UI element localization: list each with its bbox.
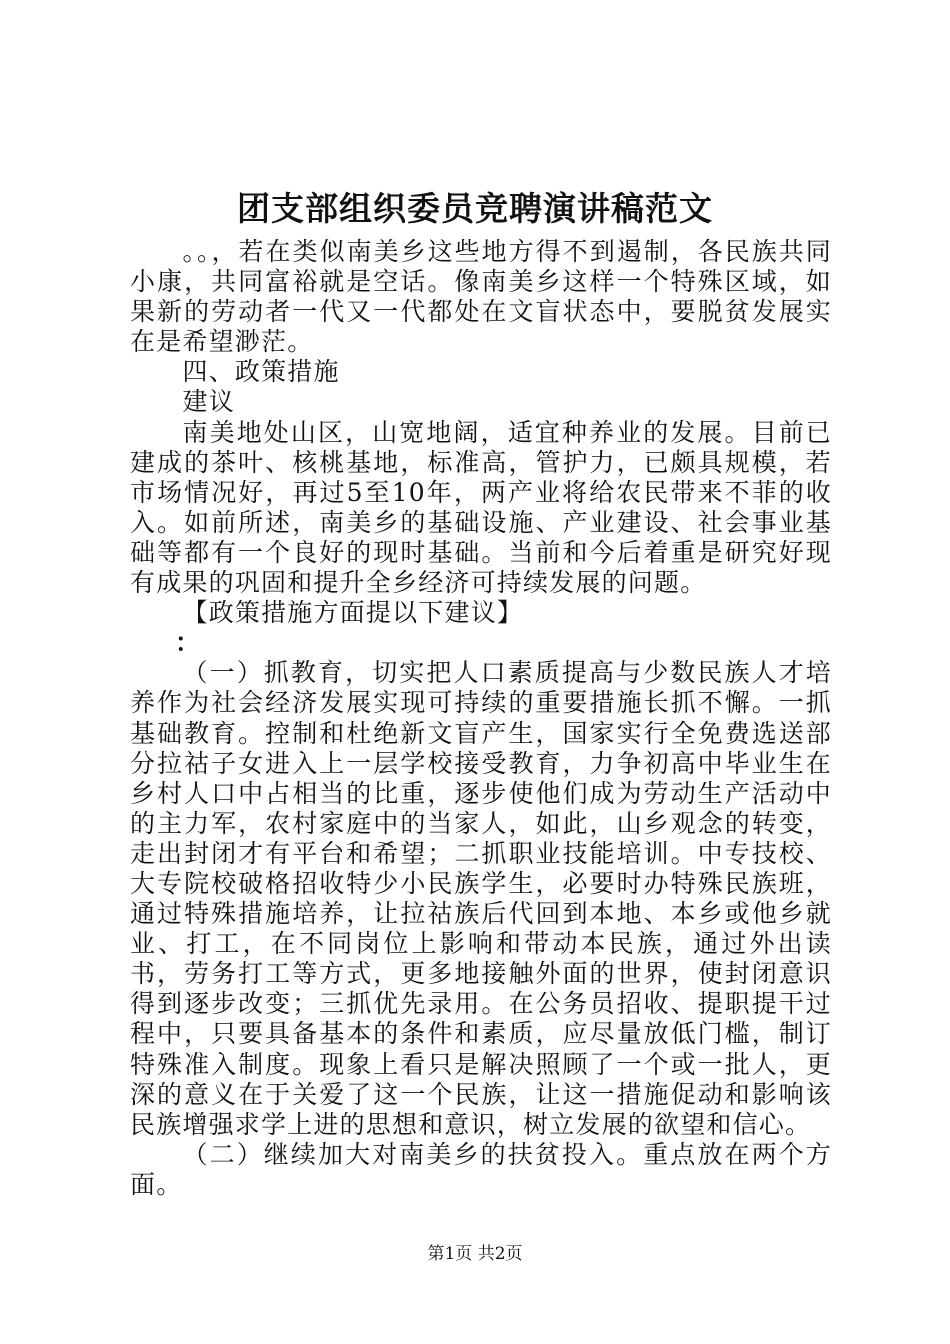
document-title: 团支部组织委员竞聘演讲稿范文 <box>237 189 713 228</box>
colon-line: ： <box>175 628 202 658</box>
bracket-heading: 【政策措施方面提以下建议】 <box>182 598 524 628</box>
document-body <box>130 237 832 1200</box>
section-heading-policy: 四、政策措施 <box>182 357 340 387</box>
section-subheading-suggestion: 建议 <box>182 387 235 417</box>
paragraph-poverty-investment: （二）继续加大对南美乡的扶贫投入。重点放在两个方面。 <box>130 1139 832 1199</box>
paragraph-education: （一）抓教育，切实把人口素质提高与少数民族人才培养作为社会经济发展实现可持续的重要措施长抓不懈。一抓基础教育。控制和杜绝新文盲产生，国家实行全免费选送部分拉祜子女进入上一层学校接受教育，力争初高中毕业生在乡村人口中占相当的比重，逐步使他们成为劳动生产活动中的主力军，农村家庭中的当家人，如此，山乡观念的转变，走出封闭才有平台和希望；二抓职业技能培训。中专技校、大专院校破格招收特少小民族学生，必要时办特殊民族班，通过特殊措施培养，让拉祜族后代回到本地、本乡或他乡就业、打工，在不同岗位上影响和带动本民族，通过外出读书，劳务打工等方式，更多地接触外面的世界，使封闭意识得到逐步改变；三抓优先录用。在公务员招收、提职提干过程中，只要具备基本的条件和素质，应尽量放低门槛，制订特殊准入制度。现象上看只是解决照顾了一个或一批人，更深的意义在于关爱了这一个民族，让这一措施促动和影响该民族增强求学上进的思想和意识，树立发展的欲望和信心。 <box>130 658 832 1139</box>
paragraph-nanmei-overview: 南美地处山区，山宽地阔，适宜种养业的发展。目前已建成的茶叶、核桃基地，标准高，管护力，已颇具规模，若市场情况好，再过5至10年，两产业将给农民带来不菲的收入。如前所述，南美乡的基础设施、产业建设、社会事业基础等都有一个良好的现时基础。当前和今后着重是研究好现有成果的巩固和提升全乡经济可持续发展的问题。 <box>130 417 832 598</box>
page-footer: 第1页 共2页 <box>427 1244 523 1264</box>
paragraph-intro: 。。，若在类似南美乡这些地方得不到遏制，各民族共同小康，共同富裕就是空话。像南美乡这样一个特殊区域，如果新的劳动者一代又一代都处在文盲状态中，要脱贫发展实在是希望渺茫。 <box>130 237 832 357</box>
